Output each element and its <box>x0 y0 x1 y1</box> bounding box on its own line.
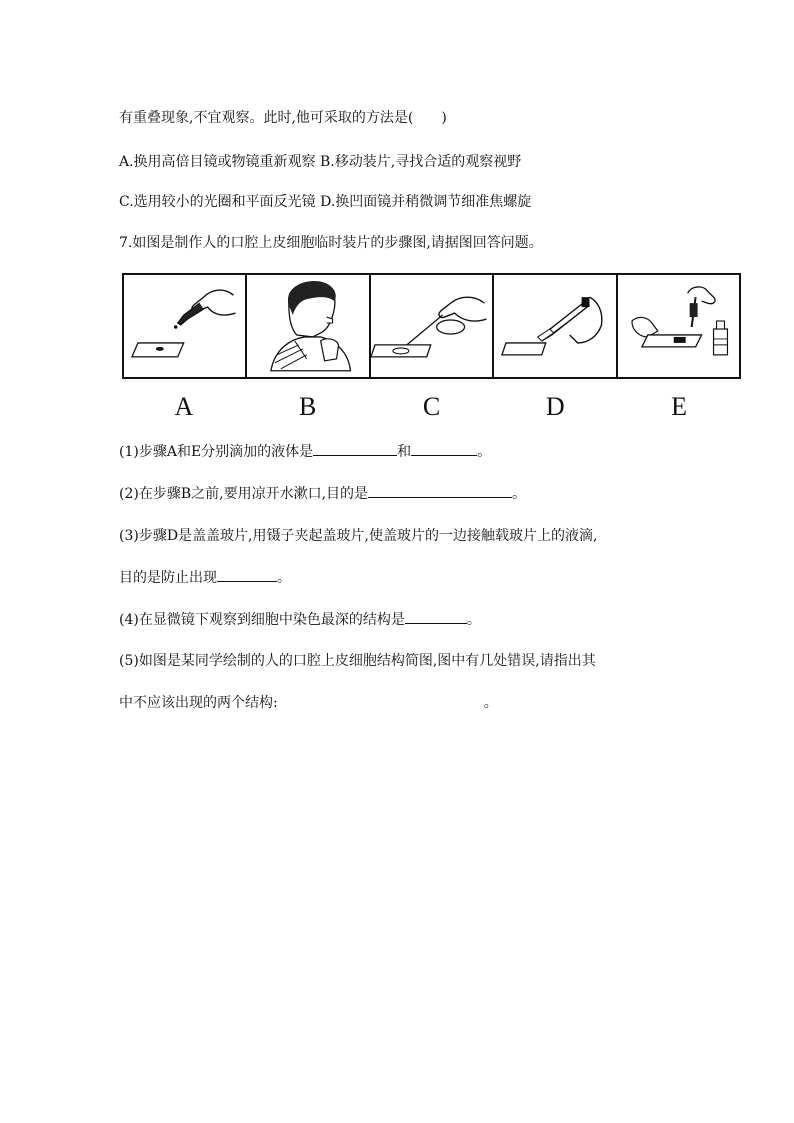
question-5-end: 。 <box>483 695 498 711</box>
question-7-title: 7.如图是制作人的口腔上皮细胞临时装片的步骤图,请据图回答问题。 <box>119 235 543 251</box>
panel-e-staining-icon <box>618 275 739 377</box>
question-1-text: (1)步骤A和E分别滴加的液体是 <box>119 444 314 460</box>
option-line-intro: 有重叠现象,不宜观察。此时,他可采取的方法是( ) <box>119 110 447 126</box>
question-3 <box>119 526 597 546</box>
label-d: D <box>545 392 565 421</box>
label-e: E <box>671 392 688 421</box>
question-3-text-2: 目的是防止出现 <box>119 570 217 586</box>
panel-b-boy-icon <box>247 275 370 377</box>
question-1-end: 。 <box>477 444 492 460</box>
question-1-and: 和 <box>397 444 412 460</box>
question-4-text: (4)在显微镜下观察到细胞中染色最深的结构是 <box>119 612 405 628</box>
question-2-text: (2)在步骤B之前,要用凉开水漱口,目的是 <box>119 486 369 502</box>
answer-blank-3[interactable] <box>217 567 277 582</box>
question-5-text: (5)如图是某同学绘制的人的口腔上皮细胞结构简图,图中有几处错误,请指出其 <box>119 653 596 669</box>
question-4-end: 。 <box>466 612 481 628</box>
label-a: A <box>174 392 194 421</box>
label-c: C <box>422 392 441 421</box>
option-line-cd: C.选用较小的光圈和平面反光镜 D.换凹面镜并稍微调节细准焦螺旋 <box>119 194 532 210</box>
panel-a-dropper-icon <box>124 275 247 377</box>
question-5 <box>119 651 596 671</box>
answer-blank-2[interactable] <box>368 483 512 498</box>
question-3-end: 。 <box>277 570 291 586</box>
question-2 <box>119 483 526 504</box>
question-1 <box>119 441 491 462</box>
panel-d-tweezers-icon <box>494 275 617 377</box>
panel-c-toothpick-icon <box>371 275 494 377</box>
option-line-ab: A.换用高倍目镜或物镜重新观察 B.移动装片,寻找合适的观察视野 <box>119 154 522 170</box>
figure-labels <box>122 392 741 422</box>
question-5-text-2: 中不应该出现的两个结构: <box>119 695 278 711</box>
answer-blank-4[interactable] <box>405 609 467 624</box>
question-2-end: 。 <box>512 486 527 502</box>
answer-blank-1a[interactable] <box>313 441 397 456</box>
question-3-text: (3)步骤D是盖盖玻片,用镊子夹起盖玻片,使盖玻片的一边接触载玻片上的液滴, <box>119 528 598 544</box>
label-b: B <box>299 392 317 421</box>
question-4 <box>119 609 481 630</box>
question-3-continued <box>119 567 291 588</box>
answer-blank-1b[interactable] <box>411 441 477 456</box>
question-5-continued <box>119 693 498 713</box>
procedure-figure <box>122 273 741 379</box>
